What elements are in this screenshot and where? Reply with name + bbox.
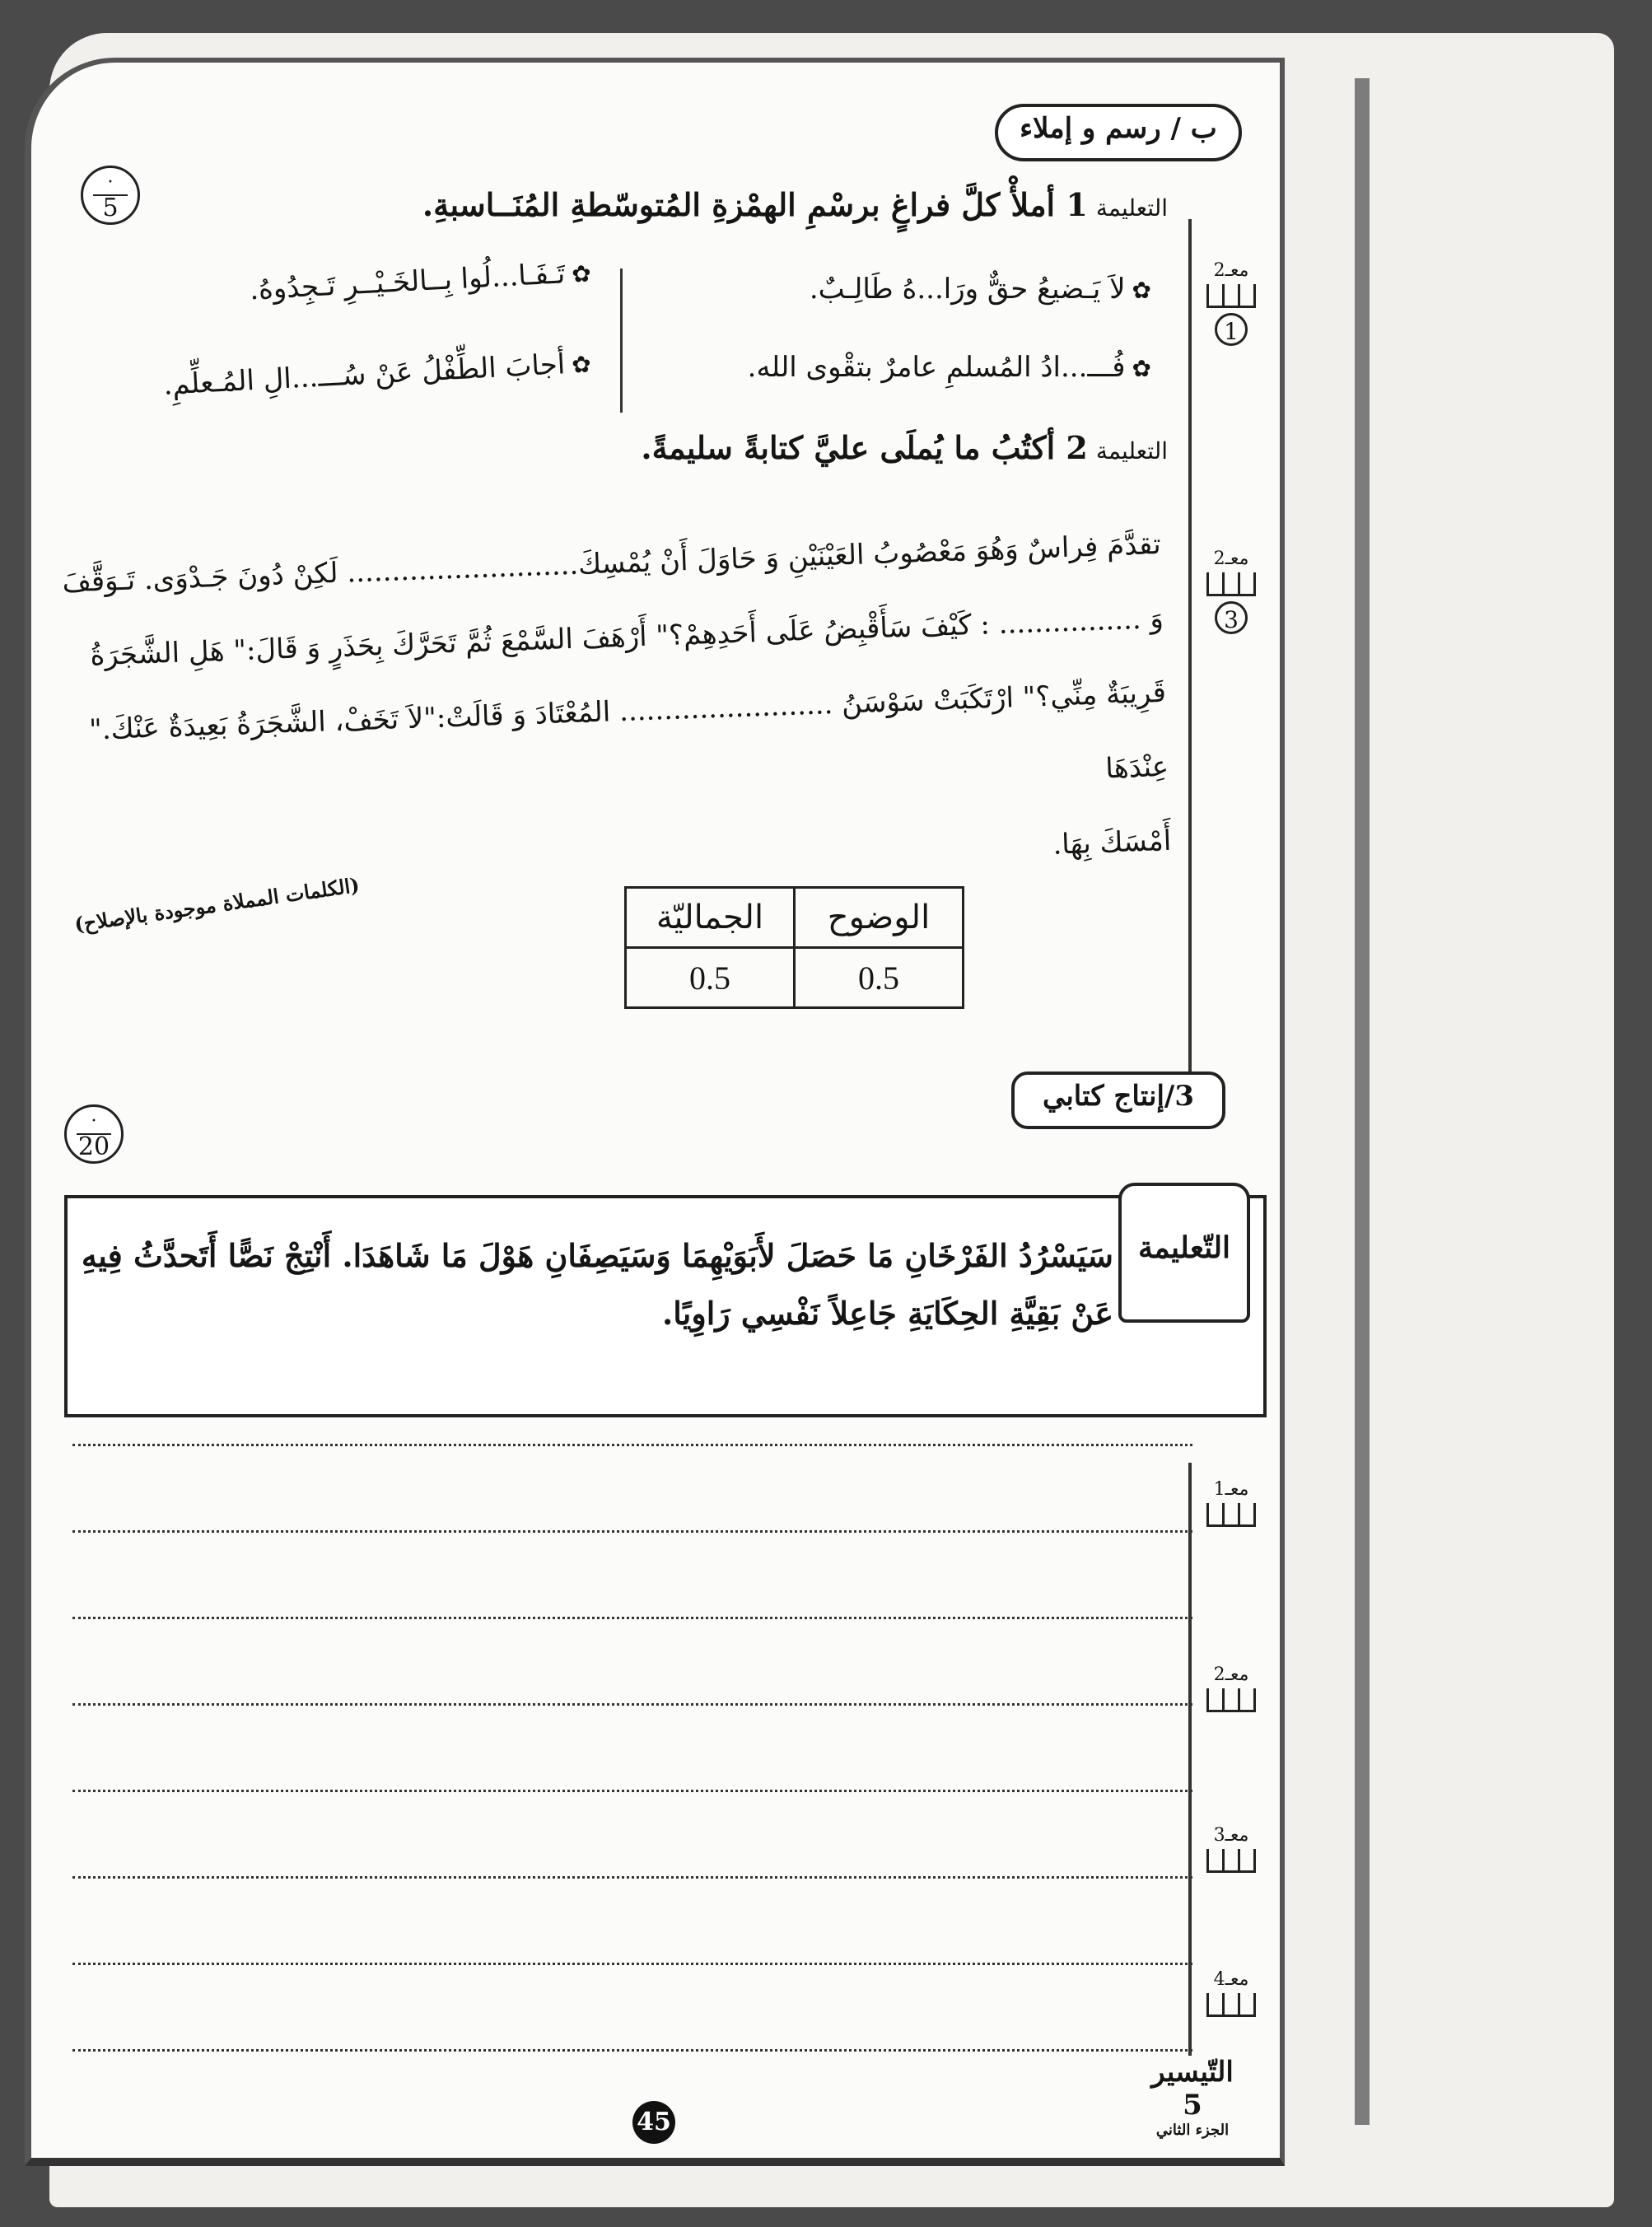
task1-criterion [1199, 260, 1263, 346]
task1-item-right-1: ✿لاَ يَـضيعُ حقٌّ ورَا...هُ طَالِـبٌ. [809, 273, 1151, 306]
margin-line-2 [1188, 1463, 1192, 2056]
score-numerator: · [91, 1111, 97, 1132]
task1-label: التعليمة [1095, 194, 1168, 222]
page-edge [1355, 78, 1370, 2125]
task2-text: أكتُبُ ما يُملَى عليَّ كتابةً سليمةً. [641, 429, 1056, 466]
criterion-boxes [1199, 284, 1263, 308]
writing-line [72, 1529, 1192, 1533]
task2-number: 2 [1066, 429, 1088, 466]
criterion-label: معـ1 [1213, 1479, 1249, 1500]
dictation-line-3: قَرِيبَةٌ مِنِّي؟" ارْتَكَبَتْ سَوْسَنُ ........................ المُعْتَادَ وَ قَالَتْ:"لاَ تَخَفْ، الشَّجَرَةُ بَعِيدَةٌ عَنْكَ." عِنْدَهَا [88, 675, 1169, 786]
writing-line [72, 1702, 1192, 1706]
criterion-boxes [1199, 1688, 1263, 1712]
bullet-icon: ✿ [1132, 277, 1151, 304]
task1-item-right-2: ✿فُـــ...ادُ المُسلمِ عامرٌ بتقْوى الله. [747, 351, 1151, 384]
section-b-score [81, 166, 140, 225]
score-denominator: 5 [93, 194, 128, 221]
writing-line [72, 1615, 1192, 1619]
rubric-table [624, 886, 964, 1009]
writing-criterion-4 [1199, 1969, 1263, 2017]
rubric-value-clarity: 0.5 [795, 948, 964, 1008]
task1-item-left-2: ✿أجابَ الطِّفْلُ عَنْ سُـــ...الِ المُـعلِّمِ. [162, 348, 592, 402]
dictation-text [49, 507, 1173, 917]
task2-instruction [492, 429, 1168, 466]
criterion-boxes [1199, 572, 1263, 596]
criterion-label: معـ2 [1213, 1664, 1249, 1685]
task2-criterion [1199, 549, 1263, 634]
writing-criterion-1 [1199, 1479, 1263, 1527]
criterion-number: 1 [1215, 313, 1248, 346]
criterion-boxes [1199, 1849, 1263, 1873]
task1-text: أملأْ كلَّ فراغٍ برسْمِ الهمْزةِ المُتوسّطةِ المُنَــاسبةِ. [422, 186, 1056, 223]
writing-task-banner [64, 1195, 1267, 1417]
writing-instruction-line-2: عَنْ بَقِيَّةِ الحِكَايَةِ جَاعِلاً نَفْسِي رَاوِيًا. [662, 1295, 1113, 1332]
rubric-header-clarity: الوضوح [795, 888, 964, 948]
section-3-title: 3/إنتاج كتابي [1011, 1071, 1225, 1129]
series-logo [1143, 2056, 1242, 2139]
criterion-number: 3 [1215, 601, 1248, 634]
section-b-title: ب / رسم و إملاء [995, 104, 1242, 161]
writing-criterion-3 [1199, 1825, 1263, 1873]
logo-subtitle: الجزء الثاني [1155, 2122, 1230, 2139]
bullet-icon: ✿ [571, 259, 592, 288]
task1-item-left-1: ✿تَـفَـا...لُوا بِــالخَـيْــرِ تَـجِدُوهُ. [249, 257, 592, 307]
criterion-label: معـ2 [1213, 549, 1249, 569]
task1-number: 1 [1066, 186, 1088, 223]
logo-title: التّيسير 5 [1151, 2056, 1234, 2122]
criterion-label: معـ4 [1213, 1969, 1249, 1990]
dictation-line-2: وَ ................ : كَيْفَ سَأَقْبِضُ عَلَى أَحَدِهِمْ؟" أَرْهَفَ السَّمْعَ ثُمَّ تَحَرَّكَ بِحَذَرٍ وَ قَالَ:" هَلِ الشَّجَرَةُ [89, 601, 1164, 673]
dictation-line-4: أَمْسَكَ بِهَا. [1052, 824, 1172, 861]
rubric-header-beauty: الجماليّة [626, 888, 795, 948]
rubric-value-beauty: 0.5 [626, 948, 795, 1008]
instruction-scroll: التّعليمة [1118, 1183, 1250, 1323]
task1-instruction [344, 186, 1168, 223]
bullet-icon: ✿ [571, 350, 592, 379]
task2-label: التعليمة [1095, 437, 1168, 465]
bullet-icon: ✿ [1132, 355, 1151, 382]
margin-line [1188, 219, 1192, 1109]
criterion-boxes [1199, 1503, 1263, 1527]
score-numerator: · [107, 172, 114, 193]
dictation-note: (الكلمات المملاة موجودة بالإصلاح) [72, 872, 362, 936]
dictation-line-1: تقدَّمَ فِراسٌ وَهُوَ مَعْصُوبُ العَيْنَيْنِ وَ حَاوَلَ أَنْ يُمْسِكَ.......................... لَكِنْ دُونَ جَـدْوَى. تَـوَقَّفَ [61, 527, 1162, 600]
criterion-boxes [1199, 1993, 1263, 2017]
writing-line [72, 1788, 1192, 1792]
section-3-score [64, 1104, 124, 1164]
writing-line [72, 1442, 1192, 1446]
writing-line [72, 1961, 1192, 1965]
writing-instruction-line-1: سَيَسْرُدُ الفَرْخَانِ مَا حَصَلَ لأَبَوَيْهِمَا وَسَيَصِفَانِ هَوْلَ مَا شَاهَدَا. أَنْتِجْ نَصًّا أَتَحدَّثُ فِيهِ [81, 1237, 1113, 1274]
column-divider [620, 268, 623, 413]
score-denominator: 20 [77, 1132, 110, 1161]
worksheet-page [25, 58, 1285, 2166]
writing-criterion-2 [1199, 1664, 1263, 1712]
criterion-label: معـ3 [1213, 1825, 1249, 1846]
writing-line [72, 2047, 1192, 2052]
writing-line [72, 1875, 1192, 1879]
criterion-label: معـ2 [1213, 260, 1249, 281]
page-number: 45 [632, 2101, 675, 2144]
